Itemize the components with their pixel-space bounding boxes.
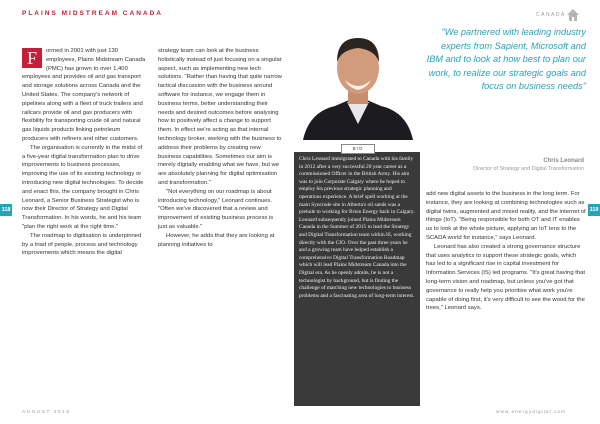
portrait-photo — [295, 20, 421, 140]
publication-section-title: PLAINS MIDSTREAM CANADA — [22, 10, 163, 17]
drop-cap: F — [22, 48, 42, 68]
paragraph: The roadmap to digitisation is underpinned by a triad of people, process and technology improvements which means the digital — [22, 232, 142, 257]
home-icon[interactable] — [566, 8, 580, 22]
bio-text: Chris Leonard immigrated to Canada with his family in 2012 after a very successful 20 year career as a commissioned Officer in the British Army. His aim was to join Corporate Calgary where he hoped to employ his previous strategic planning and operations experience. A brief spell working at the main Syncrude site in Alberta's oil sands was a prelude to working for Brion Energy back in Calgary. Leonard subsequently joined Plains Midstream Canada in the Summer of 2015 to lead the Strategy and Digital Transformation team within IS, working directly with the CIO. Over the past three years he and a growing team have helped establish a comprehensive Digital Transformation Roadmap which will lead Plains Midstream Canada into the Digital era. As he openly admits, he is not a technologist by background, but is finding the challenge of matching new technologies to business problems and a fascinating area of long-term interest. — [299, 156, 415, 299]
paragraph: The organisation is currently in the midst of a five-year digital transformation plan to drive improvements to business processes, improving the use of its existing technology or introducing new digital technologies. To decide and enact this, the company brought in Chris Leonard, a Senior Business Strategist who is now their Director of Strategy and Digital Transformation. In his words, he and his team "plan the right work at the right time." — [22, 144, 144, 230]
article-column-1 — [22, 47, 146, 258]
page-number-left: 118 — [0, 204, 12, 216]
article-column-2 — [158, 47, 284, 249]
article-column-4 — [426, 190, 586, 313]
paragraph: Leonard has also created a strong governance structure that uses analytics to support these strategic goals, which has led to a significant rise in capital investment for Information Services (IS) led programs. "It's great having that long-term vision and roadmap, but unless you've got that governance to really help you prioritise what work you're capable of doing first, it's very difficult to see the wood for the trees," Leonard says. — [426, 243, 586, 312]
paragraph: strategy team can look at the business holistically instead of just focusing on a singular aspect, such as implementing new tech solutions. "Rather than having that quite narrow tactical discussion with the business around software for instance, we engage them in business terms, better understanding their needs and desired outcomes before analysing how to positively affect a change to support them. In effect we're acting as that internal technology broker, working with the business to address their problems by creating new business capabilities. Sometimes our aim is merely digitally enabling what we have, but we are absolutely planning for digital optimisation and transformation." — [158, 48, 282, 186]
paragraph: add new digital assets to the business in the long term. For instance, they are looking at combining technologies such as digital twins, augmented and mixed reality, and the internet of things (IoT). "Being responsible for both OT and IT enables us to look at the whole picture, applying an IoT lens to the SCADA world for instance," says Leonard. — [426, 191, 586, 241]
paragraph: However, he adds that they are looking at planning initiatives to — [158, 232, 275, 248]
pull-quote: "We partnered with leading industry experts from Sapient, Microsoft and IBM and to look at how best to plan our work, to realize our strategic goals and focus on business needs" — [426, 27, 586, 91]
paragraph: F ormed in 2001 with just 130 employees, Plains Midstream Canada (PMC) has grown to over 1,400 employees and provides oil and gas transport and storage solutions across Canada and the United States. The company's network of pipelines along with a fleet of truck trailers and railcars provide oil and gas producers with flexibility for transporting crude oil and natural gas liquids products linking petroleum producers with refiners and other customers. — [22, 48, 146, 142]
page-number-right: 119 — [588, 204, 600, 216]
quote-author-role: Director of Strategy and Digital Transformation — [473, 166, 584, 172]
paragraph: "Not everything on our roadmap is about introducing technology," Leonard continues. "Often we've discovered that a review and improvement of existing business process is just as valuable." — [158, 188, 274, 230]
issue-date: AUGUST 2018 — [22, 410, 71, 415]
bio-label: BIO — [341, 144, 375, 154]
bio-box — [294, 152, 420, 406]
quote-author: Chris Leonard — [543, 158, 584, 164]
section-label: CANADA — [536, 12, 566, 18]
website-link[interactable]: www.energydigital.com — [496, 410, 567, 415]
